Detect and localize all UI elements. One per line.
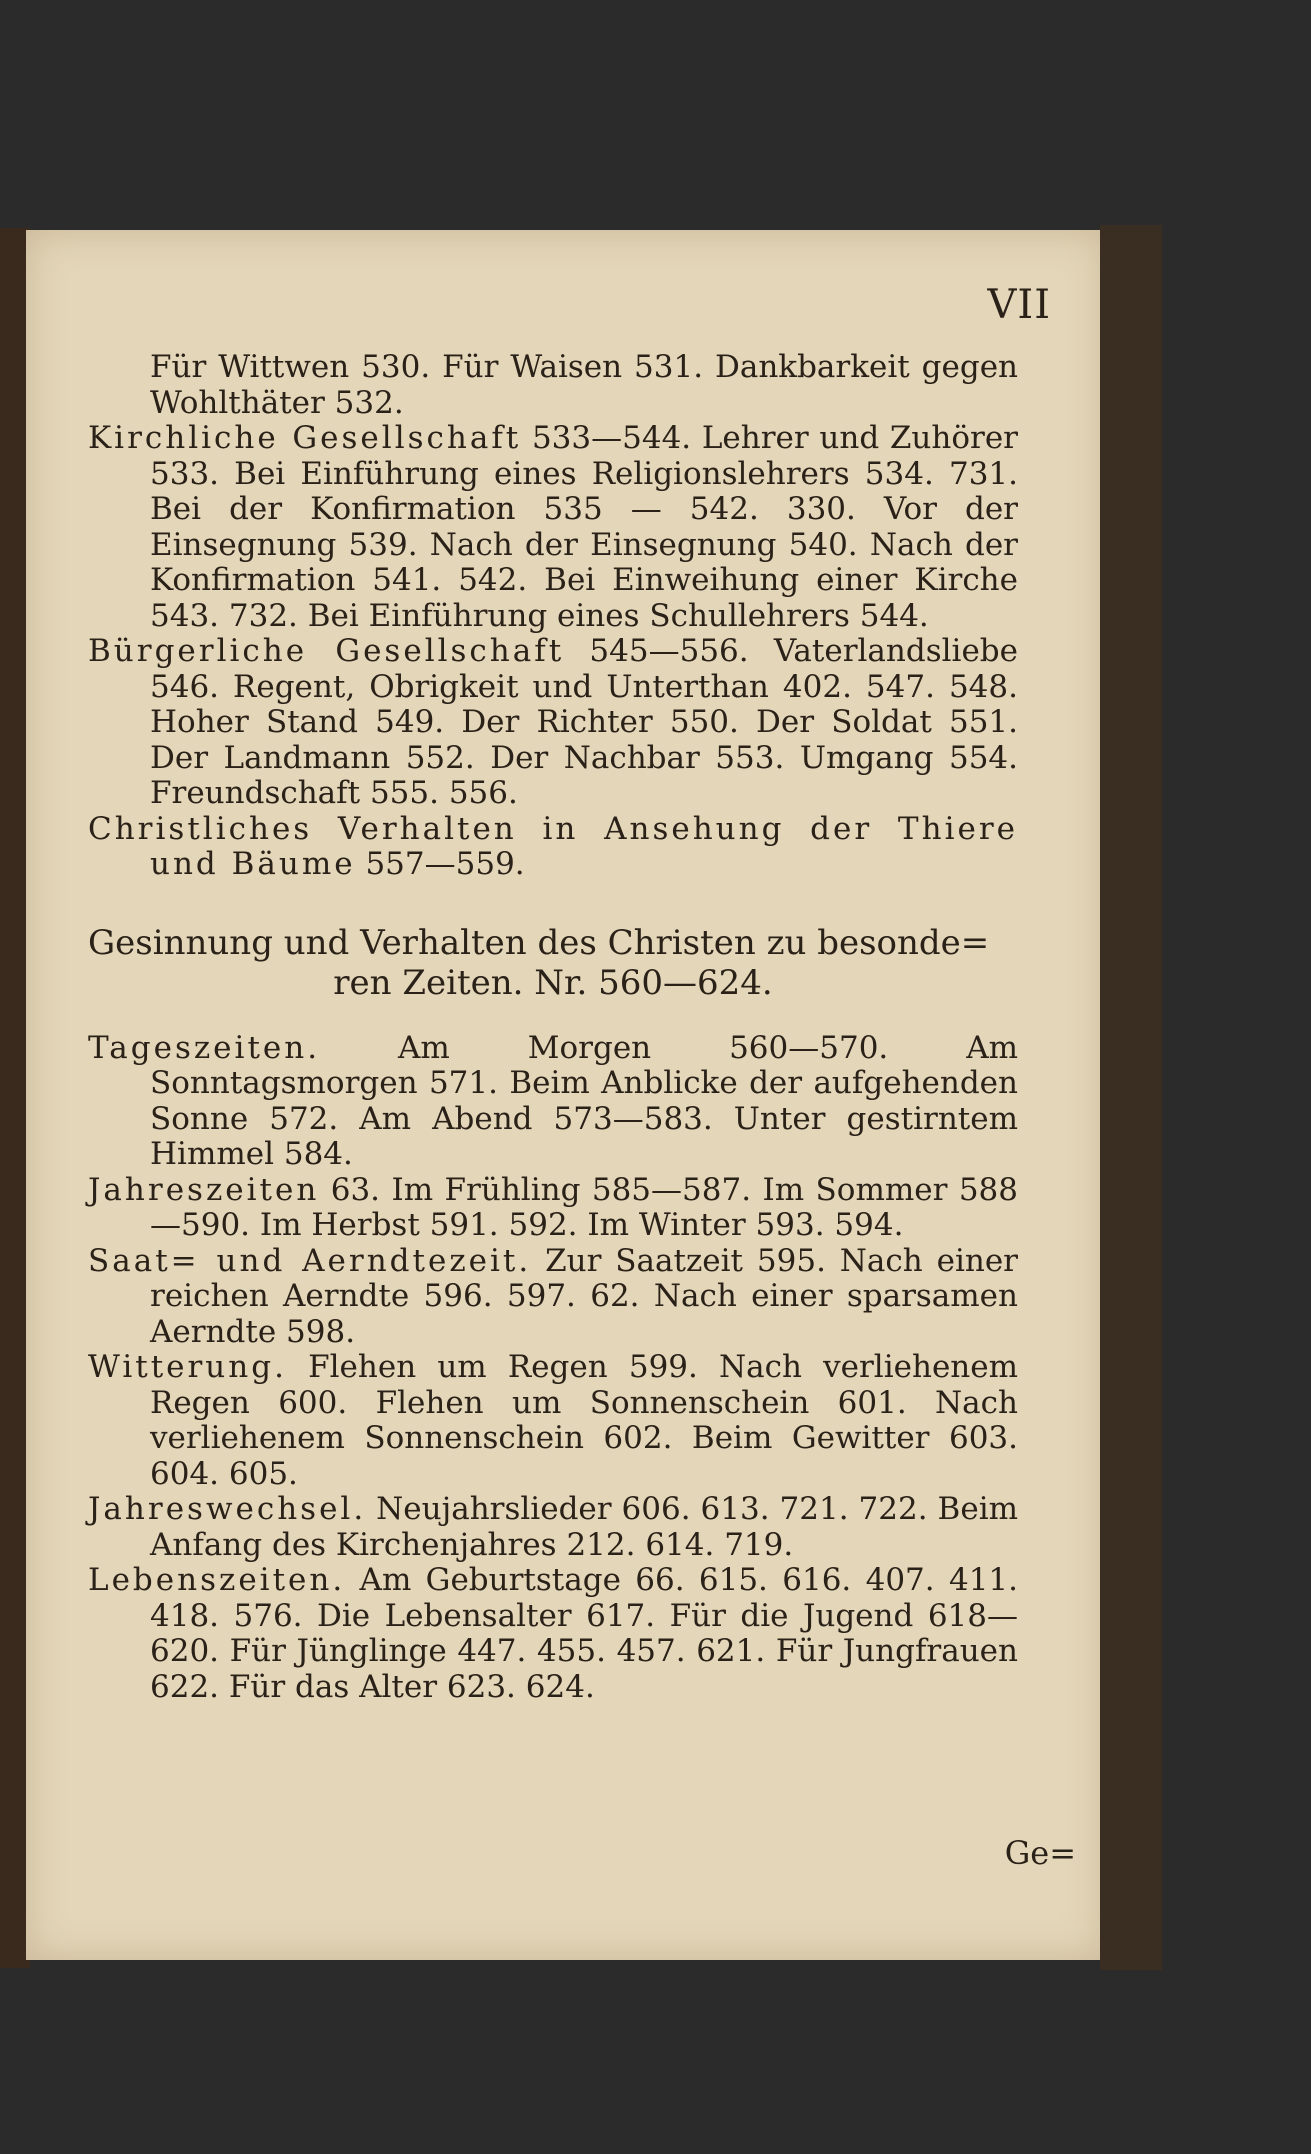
section-heading-line-1: Gesinnung und Verhalten des Christen zu besonde= <box>88 922 990 963</box>
page-number: VII <box>987 282 1051 328</box>
entry-text: Flehen um Regen 599. Nach verliehenem Regen 600. Flehen um Sonnenschein 601. Nach verliehenem Sonnenschein 602. Beim Gewitter 603. 604. 605. <box>150 1349 1018 1492</box>
entry-heading: Saat= und Aerndtezeit. <box>88 1242 532 1279</box>
table-of-contents <box>88 350 1018 1705</box>
entry-buergerliche-gesellschaft <box>88 634 1018 812</box>
entry-jahreszeiten <box>88 1173 1018 1244</box>
book-spine <box>1100 225 1162 1970</box>
entry-text: Zur Saatzeit 595. Nach einer reichen Aerndte 596. 597. 62. Nach einer sparsamen Aerndte 598. <box>150 1242 1018 1350</box>
entry-heading: Christliches Verhalten in Ansehung der Thiere und Bäume <box>88 810 1018 882</box>
entry-text: Am Geburtstage 66. 615. 616. 407. 411. 418. 576. Die Lebensalter 617. Für die Jugend 618—620. Für Jünglinge 447. 455. 457. 621. Für Jungfrauen 622. Für das Alter 623. 624. <box>150 1562 1018 1705</box>
book-page <box>26 230 1106 1960</box>
catchword: Ge= <box>1004 1834 1076 1872</box>
entry-heading: Jahreswechsel. <box>88 1491 367 1527</box>
entry-heading: Kirchliche Gesellschaft <box>88 420 522 456</box>
entry-text: Neujahrslieder 606. 613. 721. 722. Beim Anfang des Kirchenjahres 212. 614. 719. <box>150 1491 1018 1563</box>
section-heading-line-2: ren Zeiten. Nr. 560—624. <box>333 962 773 1003</box>
entry-heading: Jahreszeiten <box>88 1171 320 1208</box>
entry-saat-aerndtezeit <box>88 1244 1018 1351</box>
entry-text: 63. Im Frühling 585—587. Im Sommer 588—590. Im Herbst 591. 592. Im Winter 593. 594. <box>150 1171 1018 1243</box>
entry-text: 545—556. Vaterlandsliebe 546. Regent, Obrigkeit und Unterthan 402. 547. 548. Hoher Stand 549. Der Richter 550. Der Soldat 551. Der Landmann 552. Der Nachbar 553. Umgang 554. Freundschaft 555. 556. <box>150 633 1018 811</box>
entry-text: 533—544. Lehrer und Zuhörer 533. Bei Einführung eines Religionslehrers 534. 731. Bei der Konfirmation 535 — 542. 330. Vor der Einsegnung 539. Nach der Einsegnung 540. Nach der Konfirmation 541. 542. Bei Einweihung einer Kirche 543. 732. Bei Einführung eines Schullehrers 544. <box>150 420 1018 634</box>
entry-jahreswechsel <box>88 1492 1018 1563</box>
entry-lebenszeiten <box>88 1563 1018 1705</box>
entry-tageszeiten <box>88 1031 1018 1173</box>
entry-heading: Tageszeiten. <box>88 1029 321 1066</box>
entry-heading: Lebenszeiten. <box>88 1562 346 1598</box>
entry-christliches-verhalten <box>88 812 1018 883</box>
entry-witterung <box>88 1350 1018 1492</box>
continuation-entry: Für Wittwen 530. Für Waisen 531. Dankbarkeit gegen Wohlthäter 532. <box>150 349 1018 421</box>
entry-text: 557—559. <box>355 846 525 882</box>
entry-text: Am Morgen 560—570. Am Sonntagsmorgen 571. Beim Anblicke der aufgehenden Sonne 572. Am Abend 573—583. Unter gestirntem Himmel 584. <box>150 1029 1018 1172</box>
entry-heading: Bürgerliche Gesellschaft <box>88 633 565 669</box>
entry-heading: Witterung. <box>88 1349 287 1385</box>
entry-kirchliche-gesellschaft <box>88 421 1018 634</box>
section-heading <box>88 923 1018 1003</box>
